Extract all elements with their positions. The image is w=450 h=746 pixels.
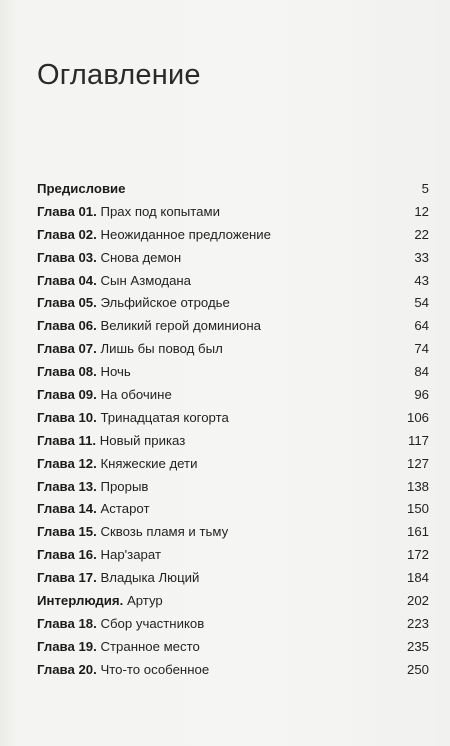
- toc-entry: [37, 659, 429, 682]
- toc-entry: [37, 476, 429, 499]
- toc-entry-page-number: 223: [406, 615, 429, 631]
- toc-entry-page-number: 250: [406, 661, 429, 677]
- toc-entry-text: [37, 636, 389, 659]
- toc-entry: [37, 270, 429, 293]
- toc-entry-text: [37, 521, 389, 544]
- toc-entry: [37, 407, 429, 430]
- toc-entry-page-number: 33: [414, 249, 429, 265]
- toc-entry-name: Снова демон: [100, 249, 182, 265]
- toc-entry-text: [37, 590, 389, 613]
- toc-entry-text: [37, 338, 389, 361]
- toc-entry-name: Лишь бы повод был: [100, 341, 223, 357]
- toc-entry-name: Что-то особенное: [100, 661, 210, 677]
- toc-entry-label: Интерлюдия.: [37, 593, 124, 609]
- toc-entry-page-number: 74: [414, 341, 429, 357]
- toc-entry: [37, 544, 429, 567]
- toc-entry-text: [37, 453, 389, 476]
- toc-entry: [37, 338, 429, 361]
- toc-entry-label: Предисловие: [37, 181, 126, 196]
- toc-entry-label: Глава 02.: [37, 226, 97, 242]
- toc-entry-name: Владыка Люций: [100, 570, 200, 586]
- toc-entry-name: Сквозь пламя и тьму: [100, 524, 229, 540]
- toc-entry-label: Глава 18.: [37, 615, 97, 631]
- toc-entry-name: На обочине: [100, 387, 172, 403]
- toc-entry-text: [37, 407, 389, 430]
- toc-entry: [37, 224, 429, 247]
- toc-entry: [37, 201, 429, 224]
- toc-entry-label: Глава 17.: [37, 570, 97, 586]
- toc-entry: [37, 384, 429, 407]
- toc-entry-label: Глава 16.: [37, 547, 97, 563]
- toc-entry-label: Глава 15.: [37, 524, 97, 540]
- toc-entry-label: Глава 10.: [37, 409, 97, 425]
- toc-entry-name: Княжеские дети: [100, 455, 198, 471]
- toc-entry-text: [37, 361, 389, 384]
- toc-entry-page-number: 54: [414, 295, 429, 311]
- toc-entry-label: Глава 04.: [37, 272, 97, 288]
- toc-entry-label: Глава 03.: [37, 249, 97, 265]
- toc-entry-name: Астарот: [100, 501, 150, 517]
- toc-entry: [37, 247, 429, 270]
- toc-entry-text: [37, 315, 389, 338]
- toc-entry: [37, 498, 429, 521]
- toc-entry-name: Странное место: [100, 638, 200, 654]
- toc-entry-text: [37, 613, 389, 636]
- toc-entry: [37, 315, 429, 338]
- toc-entry-name: Прорыв: [100, 478, 149, 494]
- toc-entry-page-number: 84: [414, 364, 429, 380]
- toc-entry-text: [37, 178, 389, 201]
- toc-entry: [37, 453, 429, 476]
- toc-entry-label: Глава 20.: [37, 661, 97, 677]
- toc-entry-text: [37, 292, 389, 315]
- toc-entry-text: [37, 544, 389, 567]
- toc-entry-page-number: 138: [406, 478, 429, 494]
- toc-entry-label: Глава 12.: [37, 455, 97, 471]
- toc-entry-page-number: 106: [406, 409, 429, 425]
- toc-entry-name: Неожиданное предложение: [100, 226, 272, 242]
- toc-entry-label: Глава 05.: [37, 295, 97, 311]
- toc-entry-page-number: 22: [414, 226, 429, 242]
- toc-entry-text: [37, 201, 389, 224]
- toc-entry-page-number: 127: [406, 455, 429, 471]
- toc-entry: [37, 292, 429, 315]
- toc-entry-text: [37, 384, 389, 407]
- toc-entry-page-number: 235: [406, 638, 429, 654]
- toc-entry-label: Глава 14.: [37, 501, 97, 517]
- toc-entry-page-number: 96: [414, 387, 429, 403]
- toc-entry-label: Глава 09.: [37, 387, 97, 403]
- toc-entry: [37, 613, 429, 636]
- toc-entry-page-number: 5: [421, 181, 429, 196]
- toc-entry-page-number: 161: [406, 524, 429, 540]
- toc-entry-page-number: 184: [406, 570, 429, 586]
- toc-entry-name: Артур: [126, 593, 163, 609]
- toc-entry-page-number: 12: [414, 203, 429, 219]
- toc-entry: [37, 430, 429, 453]
- toc-entry-label: Глава 01.: [37, 203, 97, 219]
- toc-entry-name: Тринадцатая когорта: [100, 409, 229, 425]
- toc-entry-label: Глава 07.: [37, 341, 97, 357]
- toc-entry-text: [37, 567, 389, 590]
- toc-entry: [37, 178, 429, 201]
- toc-entry-text: [37, 247, 389, 270]
- toc-entry-text: [37, 430, 389, 453]
- toc-entry-page-number: 64: [414, 318, 429, 334]
- toc-entry-label: Глава 06.: [37, 318, 97, 334]
- toc-entry-name: Ночь: [100, 364, 131, 380]
- toc-entry-label: Глава 11.: [37, 432, 97, 448]
- toc-entry-name: Новый приказ: [99, 432, 186, 448]
- toc-entry-label: Глава 13.: [37, 478, 97, 494]
- toc-entry-label: Глава 19.: [37, 638, 97, 654]
- toc-entry-text: [37, 498, 389, 521]
- table-of-contents: [37, 178, 429, 682]
- toc-entry-name: Великий герой доминиона: [100, 318, 262, 334]
- toc-entry-text: [37, 270, 389, 293]
- toc-entry-page-number: 150: [406, 501, 429, 517]
- toc-entry-page-number: 43: [414, 272, 429, 288]
- page-title: Оглавление: [37, 59, 201, 91]
- toc-entry-text: [37, 476, 389, 499]
- toc-entry: [37, 590, 429, 613]
- toc-entry: [37, 636, 429, 659]
- toc-entry-name: Эльфийское отродье: [100, 295, 230, 311]
- toc-entry-page-number: 172: [406, 547, 429, 563]
- toc-entry-name: Сын Азмодана: [100, 272, 192, 288]
- toc-entry-page-number: 202: [406, 593, 429, 609]
- toc-entry: [37, 521, 429, 544]
- toc-entry-label: Глава 08.: [37, 364, 97, 380]
- toc-entry-text: [37, 224, 389, 247]
- toc-entry-page-number: 117: [407, 432, 429, 448]
- toc-entry: [37, 567, 429, 590]
- toc-entry-name: Нар'зарат: [100, 547, 161, 563]
- toc-entry-name: Прах под копытами: [100, 203, 220, 219]
- toc-entry-name: Сбор участников: [100, 615, 205, 631]
- toc-entry-text: [37, 659, 389, 682]
- toc-entry: [37, 361, 429, 384]
